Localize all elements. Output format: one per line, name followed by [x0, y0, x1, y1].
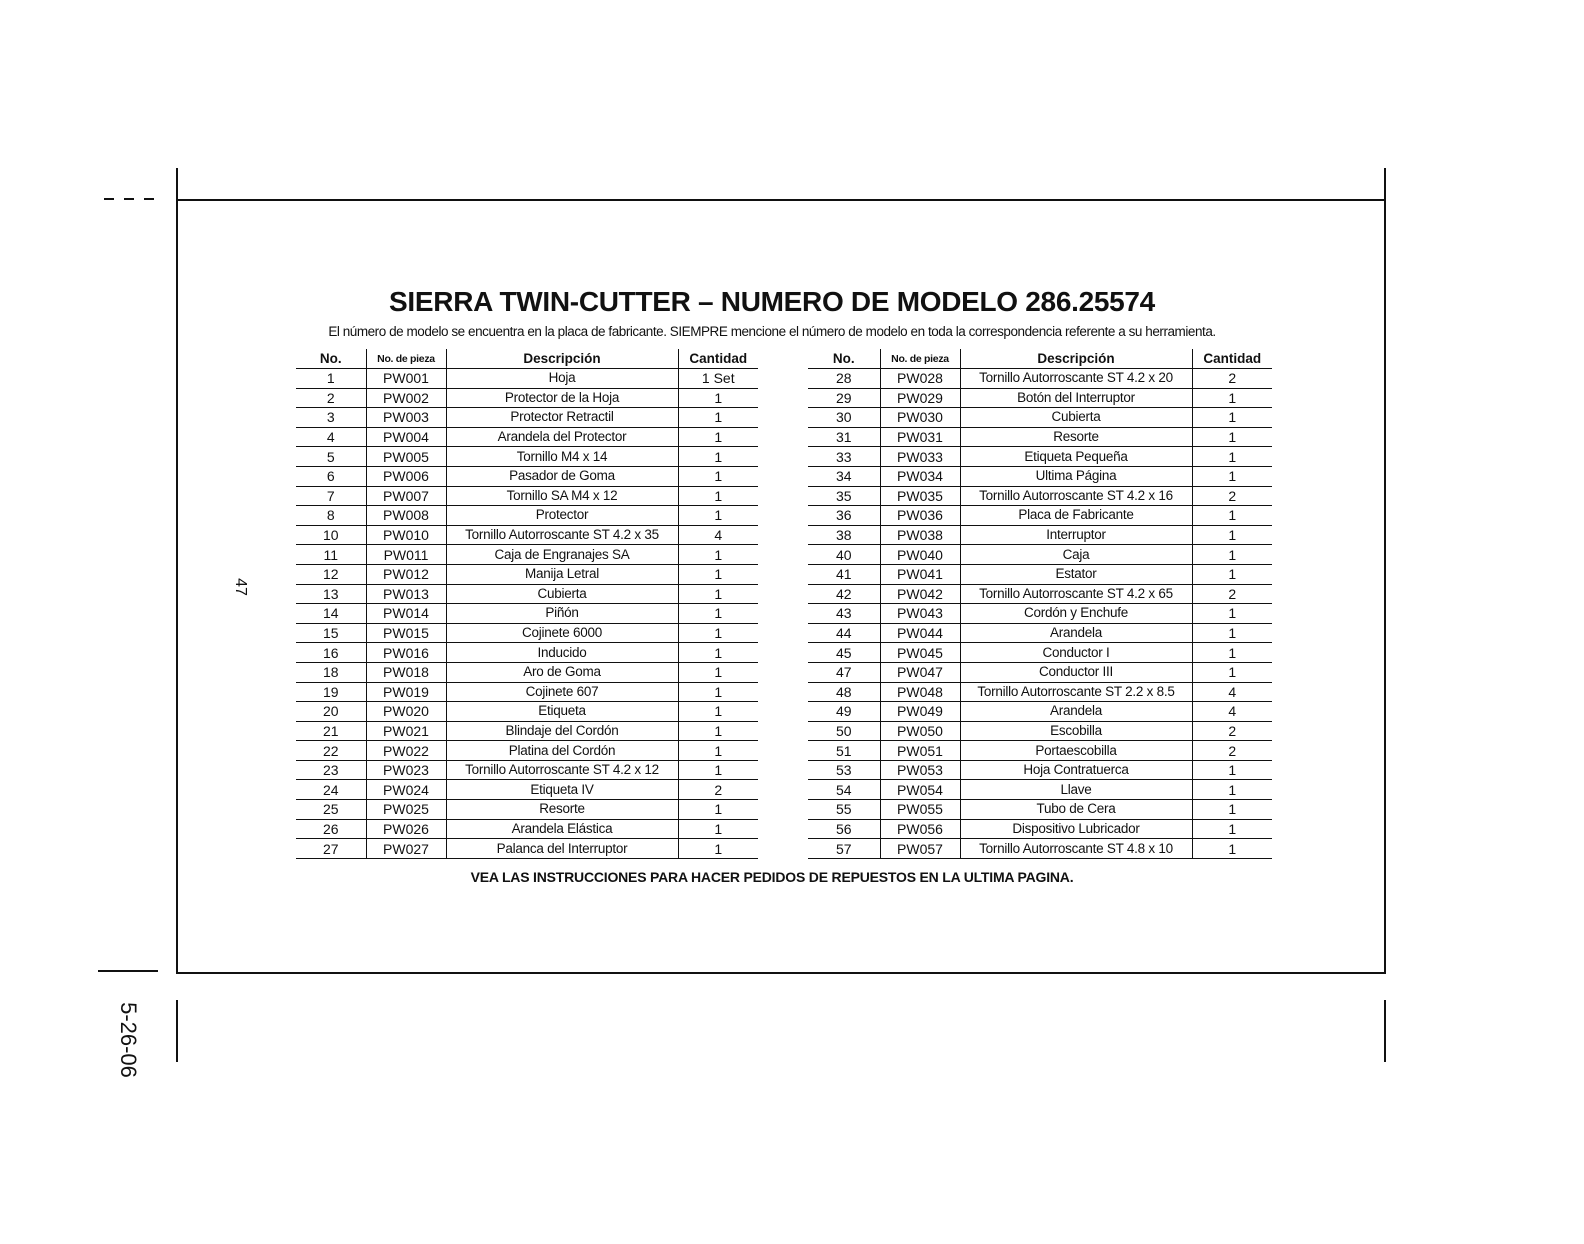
table-row — [296, 525, 758, 545]
piece-number-cell: PW005 — [366, 447, 446, 467]
description-cell: Tornillo Autorroscante ST 4.2 x 35 — [446, 525, 678, 545]
piece-number-cell: PW018 — [366, 662, 446, 682]
piece-number-cell: PW044 — [880, 623, 960, 643]
part-number-cell: 2 — [296, 388, 366, 408]
margin-short-rule — [98, 970, 158, 972]
table-row — [296, 369, 758, 389]
table-row — [808, 760, 1272, 780]
part-number-cell: 6 — [296, 466, 366, 486]
lower-right-rule — [1384, 1000, 1386, 1062]
quantity-cell: 1 — [1192, 388, 1272, 408]
part-number-cell: 15 — [296, 623, 366, 643]
table-row — [296, 506, 758, 526]
quantity-cell: 1 — [1192, 604, 1272, 624]
description-cell: Tubo de Cera — [960, 800, 1192, 820]
part-number-cell: 24 — [296, 780, 366, 800]
piece-number-cell: PW048 — [880, 682, 960, 702]
page-number: 47 — [232, 578, 249, 596]
table-row — [296, 682, 758, 702]
part-number-cell: 49 — [808, 702, 880, 722]
part-number-cell: 28 — [808, 369, 880, 389]
piece-number-cell: PW049 — [880, 702, 960, 722]
part-number-cell: 3 — [296, 408, 366, 428]
table-row — [296, 662, 758, 682]
description-cell: Aro de Goma — [446, 662, 678, 682]
part-number-cell: 48 — [808, 682, 880, 702]
part-number-cell: 40 — [808, 545, 880, 565]
part-number-cell: 34 — [808, 466, 880, 486]
quantity-cell: 1 — [678, 839, 758, 859]
piece-number-cell: PW007 — [366, 486, 446, 506]
description-cell: Caja de Engranajes SA — [446, 545, 678, 565]
quantity-cell: 1 — [678, 702, 758, 722]
description-cell: Caja — [960, 545, 1192, 565]
quantity-cell: 1 — [678, 800, 758, 820]
piece-number-cell: PW050 — [880, 721, 960, 741]
table-row — [808, 369, 1272, 389]
description-cell: Tornillo Autorroscante ST 4.2 x 12 — [446, 760, 678, 780]
col-header-description: Descripción — [960, 349, 1192, 369]
quantity-cell: 1 — [1192, 545, 1272, 565]
ordering-instructions: VEA LAS INSTRUCCIONES PARA HACER PEDIDOS DE REPUESTOS EN LA ULTIMA PAGINA. — [470, 869, 1074, 885]
table-row — [296, 486, 758, 506]
part-number-cell: 35 — [808, 486, 880, 506]
table-row — [296, 564, 758, 584]
piece-number-cell: PW027 — [366, 839, 446, 859]
part-number-cell: 5 — [296, 447, 366, 467]
col-header-quantity: Cantidad — [678, 349, 758, 369]
piece-number-cell: PW019 — [366, 682, 446, 702]
table-row — [808, 702, 1272, 722]
quantity-cell: 1 — [1192, 466, 1272, 486]
part-number-cell: 43 — [808, 604, 880, 624]
description-cell: Hoja Contratuerca — [960, 760, 1192, 780]
quantity-cell: 1 — [1192, 408, 1272, 428]
quantity-cell: 1 — [678, 408, 758, 428]
piece-number-cell: PW006 — [366, 466, 446, 486]
table-row — [296, 741, 758, 761]
quantity-cell: 1 — [678, 545, 758, 565]
piece-number-cell: PW040 — [880, 545, 960, 565]
quantity-cell: 4 — [1192, 682, 1272, 702]
part-number-cell: 11 — [296, 545, 366, 565]
description-cell: Cubierta — [960, 408, 1192, 428]
description-cell: Etiqueta — [446, 702, 678, 722]
table-row — [808, 741, 1272, 761]
quantity-cell: 1 — [1192, 447, 1272, 467]
description-cell: Tornillo Autorroscante ST 4.2 x 20 — [960, 369, 1192, 389]
model-number-note: El número de modelo se encuentra en la placa de fabricante. SIEMPRE mencione el número de modelo en toda la correspondencia referente a su herramienta. — [328, 324, 1216, 339]
table-row — [296, 427, 758, 447]
part-number-cell: 4 — [296, 427, 366, 447]
description-cell: Resorte — [446, 800, 678, 820]
table-row — [296, 466, 758, 486]
part-number-cell: 18 — [296, 662, 366, 682]
table-row — [296, 760, 758, 780]
table-row — [296, 545, 758, 565]
quantity-cell: 1 — [678, 506, 758, 526]
quantity-cell: 2 — [1192, 584, 1272, 604]
part-number-cell: 26 — [296, 819, 366, 839]
quantity-cell: 1 — [1192, 643, 1272, 663]
description-cell: Etiqueta IV — [446, 780, 678, 800]
table-row — [808, 388, 1272, 408]
quantity-cell: 1 Set — [678, 369, 758, 389]
part-number-cell: 57 — [808, 839, 880, 859]
piece-number-cell: PW025 — [366, 800, 446, 820]
table-row — [808, 819, 1272, 839]
col-header-no: No. — [808, 349, 880, 369]
description-cell: Protector de la Hoja — [446, 388, 678, 408]
part-number-cell: 7 — [296, 486, 366, 506]
table-row — [808, 545, 1272, 565]
quantity-cell: 1 — [1192, 427, 1272, 447]
part-number-cell: 22 — [296, 741, 366, 761]
table-row — [808, 584, 1272, 604]
col-header-no: No. — [296, 349, 366, 369]
piece-number-cell: PW011 — [366, 545, 446, 565]
piece-number-cell: PW053 — [880, 760, 960, 780]
description-cell: Platina del Cordón — [446, 741, 678, 761]
part-number-cell: 14 — [296, 604, 366, 624]
description-cell: Conductor I — [960, 643, 1192, 663]
table-row — [808, 780, 1272, 800]
description-cell: Cojinete 6000 — [446, 623, 678, 643]
piece-number-cell: PW015 — [366, 623, 446, 643]
description-cell: Tornillo Autorroscante ST 4.2 x 65 — [960, 584, 1192, 604]
piece-number-cell: PW028 — [880, 369, 960, 389]
piece-number-cell: PW026 — [366, 819, 446, 839]
description-cell: Ultima Página — [960, 466, 1192, 486]
part-number-cell: 27 — [296, 839, 366, 859]
description-cell: Arandela — [960, 702, 1192, 722]
description-cell: Pasador de Goma — [446, 466, 678, 486]
parts-table-left — [296, 349, 758, 859]
piece-number-cell: PW056 — [880, 819, 960, 839]
part-number-cell: 20 — [296, 702, 366, 722]
quantity-cell: 1 — [678, 623, 758, 643]
table-row — [296, 408, 758, 428]
table-row — [808, 486, 1272, 506]
quantity-cell: 1 — [1192, 623, 1272, 643]
description-cell: Botón del Interruptor — [960, 388, 1192, 408]
table-row — [296, 721, 758, 741]
description-cell: Estator — [960, 564, 1192, 584]
description-cell: Cubierta — [446, 584, 678, 604]
piece-number-cell: PW043 — [880, 604, 960, 624]
part-number-cell: 25 — [296, 800, 366, 820]
part-number-cell: 56 — [808, 819, 880, 839]
quantity-cell: 1 — [678, 486, 758, 506]
part-number-cell: 19 — [296, 682, 366, 702]
table-row — [296, 702, 758, 722]
part-number-cell: 23 — [296, 760, 366, 780]
part-number-cell: 21 — [296, 721, 366, 741]
description-cell: Tornillo Autorroscante ST 4.2 x 16 — [960, 486, 1192, 506]
table-row — [296, 604, 758, 624]
part-number-cell: 41 — [808, 564, 880, 584]
piece-number-cell: PW041 — [880, 564, 960, 584]
cut-mark-dash — [144, 198, 154, 200]
piece-number-cell: PW033 — [880, 447, 960, 467]
col-header-piece: No. de pieza — [880, 349, 960, 369]
description-cell: Hoja — [446, 369, 678, 389]
table-row — [808, 466, 1272, 486]
description-cell: Portaescobilla — [960, 741, 1192, 761]
description-cell: Tornillo Autorroscante ST 2.2 x 8.5 — [960, 682, 1192, 702]
piece-number-cell: PW020 — [366, 702, 446, 722]
table-header-row — [296, 349, 758, 369]
piece-number-cell: PW008 — [366, 506, 446, 526]
frame-bottom-rule — [176, 972, 1386, 974]
quantity-cell: 1 — [1192, 506, 1272, 526]
description-cell: Interruptor — [960, 525, 1192, 545]
description-cell: Cojinete 607 — [446, 682, 678, 702]
part-number-cell: 45 — [808, 643, 880, 663]
quantity-cell: 1 — [1192, 800, 1272, 820]
table-row — [296, 819, 758, 839]
part-number-cell: 54 — [808, 780, 880, 800]
quantity-cell: 1 — [678, 682, 758, 702]
part-number-cell: 42 — [808, 584, 880, 604]
quantity-cell: 1 — [1192, 564, 1272, 584]
piece-number-cell: PW035 — [880, 486, 960, 506]
description-cell: Palanca del Interruptor — [446, 839, 678, 859]
part-number-cell: 36 — [808, 506, 880, 526]
part-number-cell: 51 — [808, 741, 880, 761]
description-cell: Resorte — [960, 427, 1192, 447]
table-row — [808, 839, 1272, 859]
description-cell: Inducido — [446, 643, 678, 663]
part-number-cell: 10 — [296, 525, 366, 545]
table-row — [808, 662, 1272, 682]
piece-number-cell: PW047 — [880, 662, 960, 682]
table-row — [808, 604, 1272, 624]
quantity-cell: 2 — [1192, 369, 1272, 389]
table-row — [808, 721, 1272, 741]
quantity-cell: 1 — [1192, 819, 1272, 839]
piece-number-cell: PW002 — [366, 388, 446, 408]
print-date: 5-26-06 — [116, 1002, 141, 1078]
parts-rows — [808, 369, 1272, 859]
description-cell: Dispositivo Lubricador — [960, 819, 1192, 839]
parts-table-right — [808, 349, 1272, 859]
table-row — [296, 388, 758, 408]
quantity-cell: 4 — [1192, 702, 1272, 722]
frame-top-rule — [176, 199, 1386, 201]
quantity-cell: 1 — [1192, 525, 1272, 545]
quantity-cell: 1 — [678, 466, 758, 486]
description-cell: Protector — [446, 506, 678, 526]
description-cell: Arandela Elástica — [446, 819, 678, 839]
piece-number-cell: PW016 — [366, 643, 446, 663]
table-row — [808, 408, 1272, 428]
quantity-cell: 1 — [1192, 839, 1272, 859]
part-number-cell: 16 — [296, 643, 366, 663]
quantity-cell: 2 — [1192, 721, 1272, 741]
description-cell: Etiqueta Pequeña — [960, 447, 1192, 467]
table-row — [296, 447, 758, 467]
piece-number-cell: PW034 — [880, 466, 960, 486]
quantity-cell: 2 — [1192, 486, 1272, 506]
description-cell: Piñón — [446, 604, 678, 624]
quantity-cell: 1 — [1192, 662, 1272, 682]
col-header-piece: No. de pieza — [366, 349, 446, 369]
col-header-quantity: Cantidad — [1192, 349, 1272, 369]
description-cell: Conductor III — [960, 662, 1192, 682]
quantity-cell: 1 — [678, 819, 758, 839]
page-title: SIERRA TWIN-CUTTER – NUMERO DE MODELO 286.25574 — [389, 286, 1155, 317]
description-cell: Arandela — [960, 623, 1192, 643]
description-cell: Cordón y Enchufe — [960, 604, 1192, 624]
table-row — [808, 427, 1272, 447]
quantity-cell: 1 — [678, 564, 758, 584]
description-cell: Tornillo Autorroscante ST 4.8 x 10 — [960, 839, 1192, 859]
cut-mark-dash — [104, 198, 114, 200]
piece-number-cell: PW012 — [366, 564, 446, 584]
quantity-cell: 1 — [678, 741, 758, 761]
part-number-cell: 30 — [808, 408, 880, 428]
piece-number-cell: PW057 — [880, 839, 960, 859]
quantity-cell: 1 — [678, 388, 758, 408]
piece-number-cell: PW030 — [880, 408, 960, 428]
parts-rows — [296, 369, 758, 859]
piece-number-cell: PW045 — [880, 643, 960, 663]
piece-number-cell: PW014 — [366, 604, 446, 624]
piece-number-cell: PW031 — [880, 427, 960, 447]
quantity-cell: 1 — [678, 584, 758, 604]
table-row — [808, 682, 1272, 702]
piece-number-cell: PW004 — [366, 427, 446, 447]
piece-number-cell: PW055 — [880, 800, 960, 820]
description-cell: Placa de Fabricante — [960, 506, 1192, 526]
table-row — [808, 623, 1272, 643]
part-number-cell: 33 — [808, 447, 880, 467]
description-cell: Protector Retractil — [446, 408, 678, 428]
part-number-cell: 47 — [808, 662, 880, 682]
table-row — [808, 447, 1272, 467]
quantity-cell: 1 — [1192, 760, 1272, 780]
table-row — [296, 643, 758, 663]
piece-number-cell: PW038 — [880, 525, 960, 545]
part-number-cell: 13 — [296, 584, 366, 604]
part-number-cell: 50 — [808, 721, 880, 741]
table-row — [296, 839, 758, 859]
part-number-cell: 8 — [296, 506, 366, 526]
description-cell: Manija Letral — [446, 564, 678, 584]
quantity-cell: 1 — [678, 643, 758, 663]
description-cell: Llave — [960, 780, 1192, 800]
piece-number-cell: PW010 — [366, 525, 446, 545]
table-row — [808, 643, 1272, 663]
quantity-cell: 1 — [678, 662, 758, 682]
part-number-cell: 29 — [808, 388, 880, 408]
table-row — [808, 506, 1272, 526]
quantity-cell: 1 — [678, 760, 758, 780]
part-number-cell: 38 — [808, 525, 880, 545]
table-row — [808, 800, 1272, 820]
table-row — [296, 780, 758, 800]
piece-number-cell: PW003 — [366, 408, 446, 428]
piece-number-cell: PW054 — [880, 780, 960, 800]
quantity-cell: 1 — [678, 604, 758, 624]
part-number-cell: 55 — [808, 800, 880, 820]
description-cell: Blindaje del Cordón — [446, 721, 678, 741]
table-row — [808, 564, 1272, 584]
table-row — [808, 525, 1272, 545]
piece-number-cell: PW022 — [366, 741, 446, 761]
quantity-cell: 1 — [678, 427, 758, 447]
table-row — [296, 623, 758, 643]
piece-number-cell: PW051 — [880, 741, 960, 761]
description-cell: Tornillo SA M4 x 12 — [446, 486, 678, 506]
part-number-cell: 31 — [808, 427, 880, 447]
piece-number-cell: PW023 — [366, 760, 446, 780]
part-number-cell: 53 — [808, 760, 880, 780]
quantity-cell: 1 — [678, 447, 758, 467]
description-cell: Escobilla — [960, 721, 1192, 741]
col-header-description: Descripción — [446, 349, 678, 369]
cut-mark-dash — [124, 198, 134, 200]
piece-number-cell: PW021 — [366, 721, 446, 741]
quantity-cell: 2 — [678, 780, 758, 800]
part-number-cell: 44 — [808, 623, 880, 643]
quantity-cell: 4 — [678, 525, 758, 545]
quantity-cell: 1 — [678, 721, 758, 741]
table-header-row — [808, 349, 1272, 369]
piece-number-cell: PW036 — [880, 506, 960, 526]
part-number-cell: 1 — [296, 369, 366, 389]
quantity-cell: 1 — [1192, 780, 1272, 800]
piece-number-cell: PW024 — [366, 780, 446, 800]
description-cell: Tornillo M4 x 14 — [446, 447, 678, 467]
piece-number-cell: PW029 — [880, 388, 960, 408]
table-row — [296, 584, 758, 604]
piece-number-cell: PW001 — [366, 369, 446, 389]
piece-number-cell: PW042 — [880, 584, 960, 604]
table-row — [296, 800, 758, 820]
part-number-cell: 12 — [296, 564, 366, 584]
description-cell: Arandela del Protector — [446, 427, 678, 447]
frame-right-rule — [1384, 168, 1386, 974]
piece-number-cell: PW013 — [366, 584, 446, 604]
lower-left-rule — [176, 1000, 178, 1062]
quantity-cell: 2 — [1192, 741, 1272, 761]
